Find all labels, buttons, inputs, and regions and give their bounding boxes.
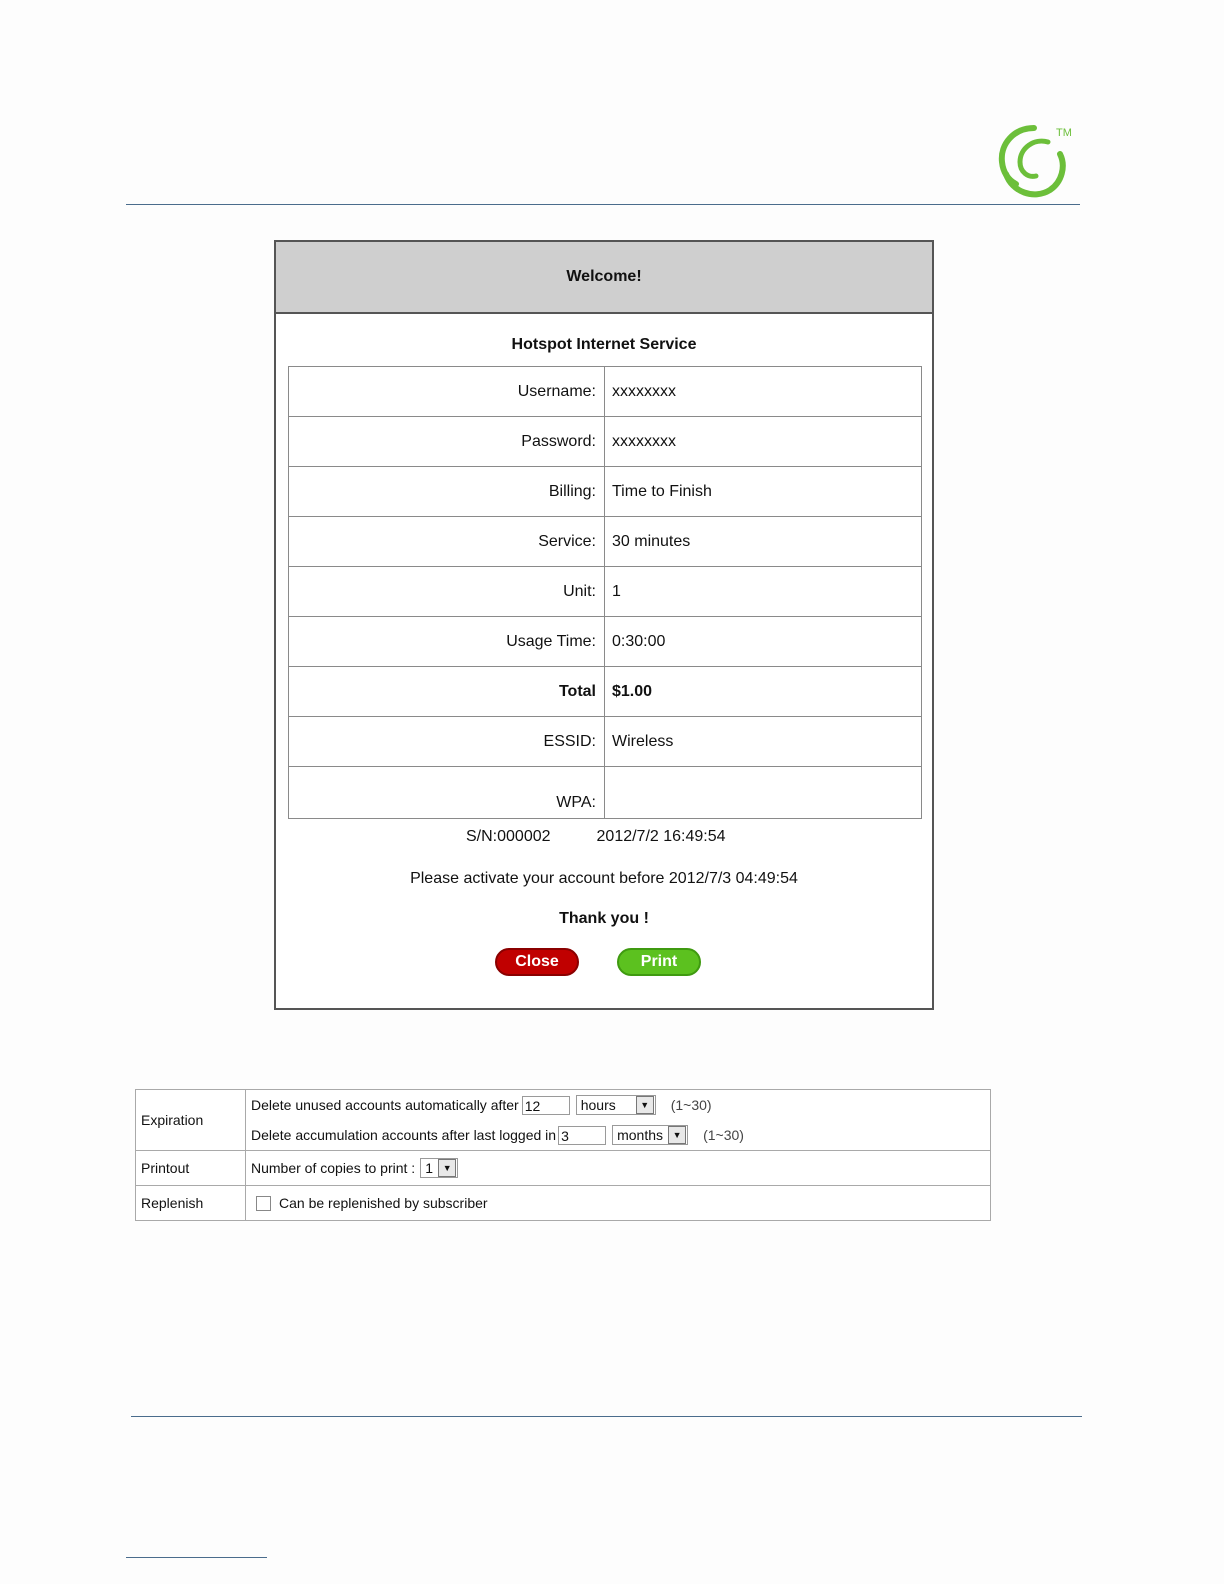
table-row [289,767,922,819]
expiration-options [246,1090,991,1151]
serial-number: S/N:000002 [466,828,551,845]
usage-time-value: 0:30:00 [605,617,922,667]
accumulation-accounts-text: Delete accumulation accounts after last logged in [251,1127,557,1143]
unused-unit-select[interactable] [576,1095,656,1115]
unit-value: 1 [605,567,922,617]
expiration-label: Expiration [136,1090,246,1151]
header-divider [126,204,1080,205]
table-row [289,367,922,417]
service-label: Service: [289,517,605,567]
copies-text: Number of copies to print : [251,1160,416,1176]
printout-options [246,1151,991,1186]
accumulation-accounts-line [251,1120,985,1150]
chevron-down-icon: ▼ [636,1096,654,1114]
print-button[interactable]: Print [617,948,701,976]
accumulation-unit-select[interactable] [612,1125,688,1145]
replenish-label: Replenish [136,1186,246,1221]
trademark-mark: TM [1056,127,1072,139]
chevron-down-icon: ▼ [438,1159,456,1177]
printout-label: Printout [136,1151,246,1186]
unused-range-hint: (1~30) [670,1097,712,1113]
table-row [289,567,922,617]
billing-value: Time to Finish [605,467,922,517]
issue-datetime: 2012/7/2 16:49:54 [596,828,726,845]
wpa-value [605,767,922,819]
table-row [289,517,922,567]
unused-hours-input[interactable]: 12 [522,1096,570,1115]
accumulation-unit-value: months [617,1127,663,1143]
unused-unit-value: hours [580,1097,616,1113]
account-settings-table [135,1089,991,1221]
footnote-separator [126,1557,267,1558]
chevron-down-icon: ▼ [668,1126,686,1144]
accumulation-range-hint: (1~30) [703,1127,744,1143]
unit-label: Unit: [289,567,605,617]
total-label: Total [289,667,605,717]
printout-row [136,1151,991,1186]
account-info-table [288,366,922,819]
replenish-checkbox-label: Can be replenished by subscriber [279,1195,488,1211]
unused-accounts-text: Delete unused accounts automatically after [251,1097,519,1113]
replenish-line [251,1188,985,1218]
essid-value: Wireless [605,717,922,767]
footer-divider [131,1416,1082,1417]
username-label: Username: [289,367,605,417]
close-button[interactable]: Close [495,948,579,976]
billing-label: Billing: [289,467,605,517]
thank-you-text: Thank you ! [559,910,649,927]
accumulation-months-input[interactable]: 3 [558,1126,606,1145]
service-value: 30 minutes [605,517,922,567]
wpa-label: WPA: [289,767,605,819]
essid-label: ESSID: [289,717,605,767]
swirl-logo-icon [986,122,1076,202]
password-label: Password: [289,417,605,467]
expiration-row [136,1090,991,1151]
table-row [289,717,922,767]
total-value: $1.00 [605,667,922,717]
username-value: xxxxxxxx [605,367,922,417]
copies-select[interactable] [420,1158,458,1178]
replenish-row [136,1186,991,1221]
replenish-options [246,1186,991,1221]
activation-notice: Please activate your account before 2012/7/3 04:49:54 [410,870,798,887]
table-row [289,467,922,517]
table-row [289,617,922,667]
table-row [289,417,922,467]
usage-time-label: Usage Time: [289,617,605,667]
serial-line [466,828,726,846]
service-title: Hotspot Internet Service [511,336,697,353]
replenish-checkbox[interactable] [256,1196,271,1211]
table-row [289,667,922,717]
copies-line [251,1153,985,1183]
password-value: xxxxxxxx [605,417,922,467]
welcome-panel [274,240,934,1010]
brand-logo [986,122,1076,202]
copies-value: 1 [425,1160,433,1176]
unused-accounts-line [251,1090,985,1120]
panel-header: Welcome! [276,242,932,314]
